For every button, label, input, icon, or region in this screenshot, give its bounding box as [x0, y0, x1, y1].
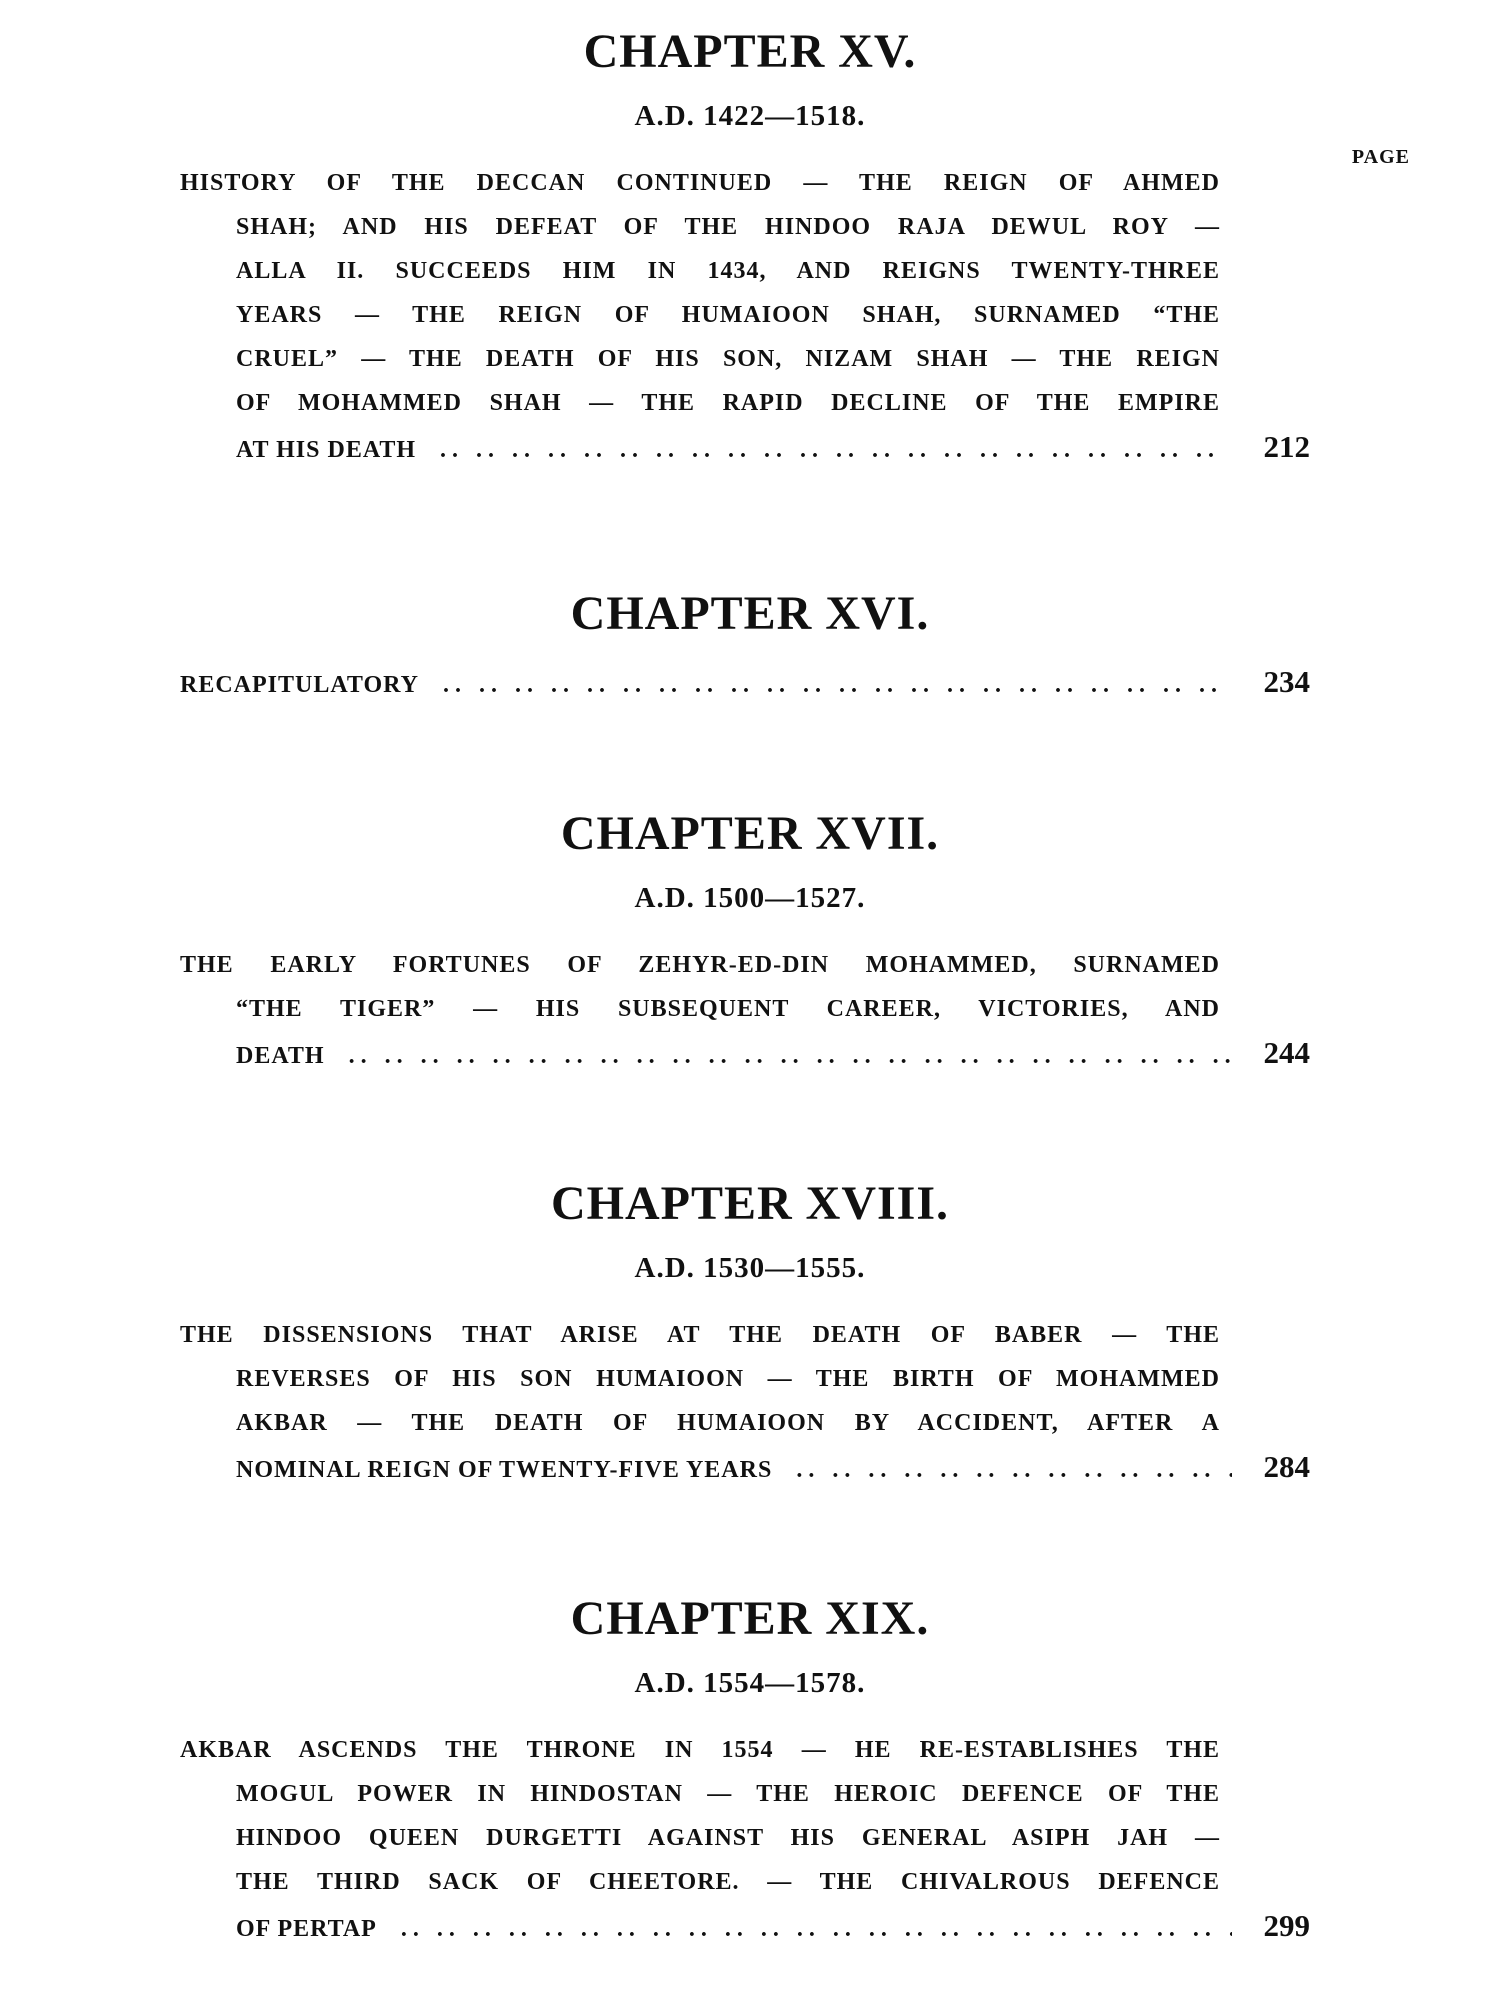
chapter-xvii — [180, 807, 1320, 1075]
summary-line: HISTORY OF THE DECCAN CONTINUED — THE REIGN OF AHMED — [180, 170, 1220, 196]
summary-last-line — [180, 1904, 1310, 1948]
page-number: 244 — [1263, 1035, 1310, 1070]
summary-line: OF MOHAMMED SHAH — THE RAPID DECLINE OF THE EMPIRE — [236, 390, 1220, 416]
chapter-dates: A.D. 1422—1518. — [634, 100, 866, 132]
summary-line: OF PERTAP — [236, 1916, 377, 1942]
summary-last-line — [180, 425, 1310, 469]
dot-leader — [349, 1034, 1232, 1078]
summary-line: CRUEL” — THE DEATH OF HIS SON, NIZAM SHAH — THE REIGN — [236, 346, 1220, 372]
dot-leader — [440, 428, 1232, 472]
dot-leader — [796, 1448, 1232, 1492]
chapter-heading: CHAPTER XIX. — [570, 1592, 930, 1645]
page-column-label: PAGE — [1351, 146, 1410, 168]
summary-line: RECAPITULATORY — [180, 672, 419, 698]
chapter-summary — [180, 943, 1320, 1075]
summary-line: HINDOO QUEEN DURGETTI AGAINST HIS GENERAL ASIPH JAH — — [236, 1825, 1220, 1851]
dot-leader — [443, 663, 1232, 707]
page-number: 212 — [1263, 429, 1310, 464]
page-number: 234 — [1263, 664, 1310, 699]
dot-leader — [401, 1907, 1232, 1951]
summary-line: THE THIRD SACK OF CHEETORE. — THE CHIVALROUS DEFENCE — [236, 1869, 1220, 1895]
summary-line: DEATH — [236, 1043, 325, 1069]
chapter-dates: A.D. 1530—1555. — [634, 1252, 866, 1284]
chapter-summary — [180, 660, 1320, 704]
summary-line: AKBAR ASCENDS THE THRONE IN 1554 — HE RE-ESTABLISHES THE — [180, 1737, 1220, 1763]
chapter-dates: A.D. 1500—1527. — [634, 882, 866, 914]
summary-line: NOMINAL REIGN OF TWENTY-FIVE YEARS — [236, 1457, 773, 1483]
chapter-xix — [180, 1592, 1320, 1948]
summary-line: AKBAR — THE DEATH OF HUMAIOON BY ACCIDENT, AFTER A — [236, 1410, 1220, 1436]
chapter-summary — [180, 1728, 1320, 1948]
summary-line: REVERSES OF HIS SON HUMAIOON — THE BIRTH OF MOHAMMED — [236, 1366, 1220, 1392]
chapter-xv — [180, 25, 1410, 469]
chapter-heading: CHAPTER XV. — [583, 25, 917, 78]
chapter-heading: CHAPTER XVIII. — [550, 1177, 950, 1230]
chapter-xvi — [180, 587, 1320, 704]
summary-last-line — [180, 660, 1310, 704]
summary-line: “THE TIGER” — HIS SUBSEQUENT CAREER, VICTORIES, AND — [236, 996, 1220, 1022]
summary-line: THE DISSENSIONS THAT ARISE AT THE DEATH OF BABER — THE — [180, 1322, 1220, 1348]
summary-line: AT HIS DEATH — [236, 437, 417, 463]
summary-line: MOGUL POWER IN HINDOSTAN — THE HEROIC DEFENCE OF THE — [236, 1781, 1220, 1807]
chapter-dates: A.D. 1554—1578. — [634, 1667, 866, 1699]
summary-line: YEARS — THE REIGN OF HUMAIOON SHAH, SURNAMED “THE — [236, 302, 1220, 328]
page-number: 284 — [1263, 1449, 1310, 1484]
page-number: 299 — [1263, 1908, 1310, 1943]
summary-line: THE EARLY FORTUNES OF ZEHYR-ED-DIN MOHAMMED, SURNAMED — [180, 952, 1220, 978]
summary-line: SHAH; AND HIS DEFEAT OF THE HINDOO RAJA DEWUL ROY — — [236, 214, 1220, 240]
chapter-summary — [180, 161, 1320, 469]
summary-last-line — [180, 1031, 1310, 1075]
summary-line: ALLA II. SUCCEEDS HIM IN 1434, AND REIGNS TWENTY-THREE — [236, 258, 1220, 284]
chapter-heading: CHAPTER XVI. — [570, 587, 930, 640]
summary-last-line — [180, 1445, 1310, 1489]
chapter-heading: CHAPTER XVII. — [560, 807, 940, 860]
chapter-xviii — [180, 1177, 1320, 1489]
chapter-summary — [180, 1313, 1320, 1489]
